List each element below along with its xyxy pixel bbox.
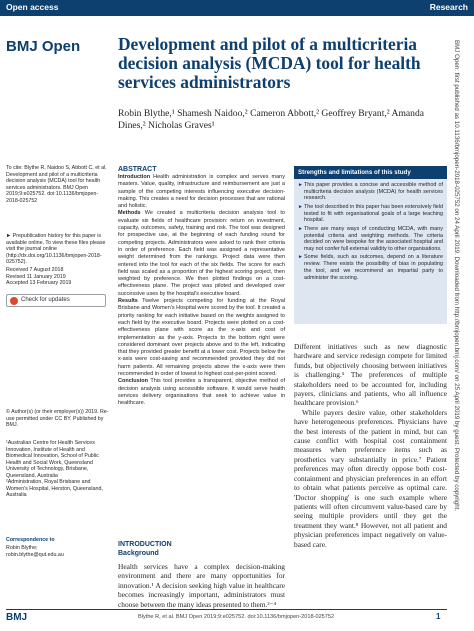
check-for-updates-button[interactable] xyxy=(6,294,106,307)
body-paragraph: Different initiatives such as new diagnostic hardware and service redesign compete for limited funds, but objectively choosing between initiatives is challenging.⁵ The preferences of multiple stakeholders need to be accounted for, including payers, clinicians and patients, who all influence healthcare provision.⁶ xyxy=(294,342,447,408)
abstract xyxy=(118,165,285,408)
introduction-heading xyxy=(118,540,285,558)
strengths-limitations-box xyxy=(294,166,447,324)
introduction-title: INTRODUCTION xyxy=(118,541,172,548)
bullet-triangle-icon: ► xyxy=(298,225,303,232)
page-number: 1 xyxy=(436,612,441,621)
abstract-results xyxy=(118,298,285,378)
correspondence-heading: Correspondence to xyxy=(6,537,55,543)
right-margin-notice xyxy=(451,40,467,610)
bmj-logo: BMJ xyxy=(6,612,28,623)
author-list: Robin Blythe,¹ Shamesh Naidoo,² Cameron Abbott,² Geoffrey Bryant,² Amanda Dines,² Nicholas Graves¹ xyxy=(118,108,425,131)
footer-divider xyxy=(6,609,447,610)
bullet-triangle-icon: ► xyxy=(298,254,303,261)
affiliations: ¹Australian Centre for Health Services Innovation, Institute of Health and Biomedical Innovation, School of Public Health and Social Work, Queensland University of Technology, Brisbane, Queensland, Australia ²Administration, Royal Brisbane and Women's Hospital, Herston, Queensland, Australia xyxy=(6,440,103,498)
abstract-introduction xyxy=(118,174,285,210)
list-item: ► The tool described in this paper has been extensively field tested to fit with organisational goals of a large teaching hospital. xyxy=(298,203,443,224)
abstract-results-label: Results xyxy=(118,298,138,305)
article-title: Development and pilot of a multicriteria decision analysis (MCDA) tool for health services administrators xyxy=(118,34,421,92)
abstract-conclusion-text: This tool provides a transparent, objective method of decision analysis using accessible software. It would serve health services delivery organisations that seek to achieve value in healthcare. xyxy=(118,378,285,407)
abstract-intro-text: Health administration is complex and serves many masters. Value, quality, infrastructure and reimbursement are just a sample of the competing interests influencing executive decision-making. This creates a need for decision processes that are rational and holistic. xyxy=(118,174,285,210)
copyright-note: © Author(s) (or their employer(s)) 2019. Re-use permitted under CC BY. Published by BMJ. xyxy=(6,409,109,428)
abstract-methods xyxy=(118,210,285,298)
journal-name: BMJ Open xyxy=(6,38,81,55)
footer-citation: Blythe R, et al. BMJ Open 2019;9:e025752. doi:10.1136/bmjopen-2018-025752 xyxy=(138,614,335,620)
abstract-conclusion xyxy=(118,378,285,407)
background-subheading: Background xyxy=(118,550,159,557)
abstract-methods-label: Methods xyxy=(118,210,141,217)
list-item: ► This paper provides a concise and accessible method of multicriteria decision analysis (MCDA) for health services research. xyxy=(298,182,443,202)
list-item: ► There are many ways of conducting MCDA, with many potential criteria and weighting methods. The criteria decided on were bespoke for the associated hospital and may not confer full external validity to other organisations. xyxy=(298,225,443,252)
body-text-right xyxy=(294,342,447,549)
prepublication-note: ► Prepublication history for this paper is available online. To view these files please visit the journal online (http://dx.doi.org/10.1136/bmjopen-2018-025752). xyxy=(6,233,106,265)
check-updates-label: Check for updates xyxy=(21,297,70,303)
check-updates-icon xyxy=(10,297,18,305)
download-notice-text: BMJ Open: first published as 10.1136/bmjopen-2018-025752 on 24 April 2019. Downloaded from http://bmjopen.bmj.com/ on 25 April 2019 by guest. Protected by copyright. xyxy=(453,40,460,512)
article-type-label: Research xyxy=(429,2,468,12)
cite-info: To cite: Blythe R, Naidoo S, Abbott C, et al. Development and pilot of a multicriteria decision analysis (MCDA) tool for health services administrators. BMJ Open 2019;9:e025752. doi:10.1136/bmjopen-2018-025752 xyxy=(6,165,107,204)
abstract-methods-text: We created a multicriteria decision analysis tool to evaluate six fields of healthcare provision: return on investment, capacity, outcomes, safety, training and risk. The tool was designed for prospective use, at the beginning of each funding round for competing projects. Administrators were asked to rank their criteria in order of preference. Each field was assigned a representative weight determined from the rankings. Project data were then entered into the tool for each of the six fields. The score for each field was scaled as a proportion of the highest scoring project, then weighted by preference. We then plotted findings on a cost-effectiveness plane. The project was piloted and developed over successive uses by the hospital's executive board. xyxy=(118,210,285,297)
introduction-text: Health services have a complex decision-making environment and there are many opportunities for innovation.¹ A decision seeking high value in healthcare becomes increasingly important, administrators must choose between the many ideas presented to them.²⁻⁴ xyxy=(118,562,285,609)
bullet-triangle-icon: ► xyxy=(298,182,303,188)
correspondence-info: Robin Blythe; robin.blythe@qut.edu.au xyxy=(6,545,64,558)
body-paragraph: While payers desire value, other stakeholders have heterogeneous preferences. Physicians have the best interests of the patient in mind, but can cause conflict with hospital cost containment measures when preference items such as prosthetics vary substantially in price.⁷ Patient preferences may often directly oppose both cost-containment and physician preferences in an effort to obtain what patients perceive as optimal care. 'Doctor shopping' is one such example where patients will often circumvent value-based care by seeing multiple providers until they get the treatment they want.⁸ However, not all patient and physician preferences impact negatively on value-based care. xyxy=(294,407,447,549)
open-access-label: Open access xyxy=(6,2,59,12)
abstract-conclusion-label: Conclusion xyxy=(118,378,148,385)
abstract-results-text: Twelve projects competing for funding at the Royal Brisbane and Women's Hospital were scored by the tool. It created a priority ranking for each initiative based on the weights assigned to each field by the executive board. Projects were plotted on a cost-effectiveness plane with score as the x-axis and cost of implementation as the y-axis. Projects to the bottom right were considered dominant over projects above and to the left, indicating that they provided greater benefit at a lower cost. Projects below the x-axis were cost-saving and recommended provided they did not harm patients. All remaining projects above the x-axis were then recommended in order of lowest to highest cost-per-point scored. xyxy=(118,298,285,378)
strengths-box-title: Strengths and limitations of this study xyxy=(294,166,447,179)
list-item: ► Some fields, such as outcomes, depend on a literature review. There exists the possibility of bias in populating the tool, and we recommend an impartial party to administer the scoring. xyxy=(298,254,443,281)
strengths-list xyxy=(294,179,447,281)
abstract-intro-label: Introduction xyxy=(118,174,151,180)
bullet-triangle-icon: ► xyxy=(298,203,303,210)
abstract-heading: ABSTRACT xyxy=(118,166,157,173)
article-dates: Received 7 August 2018 Revised 11 January 2019 Accepted 13 February 2019 xyxy=(6,267,72,286)
top-banner xyxy=(0,0,474,16)
